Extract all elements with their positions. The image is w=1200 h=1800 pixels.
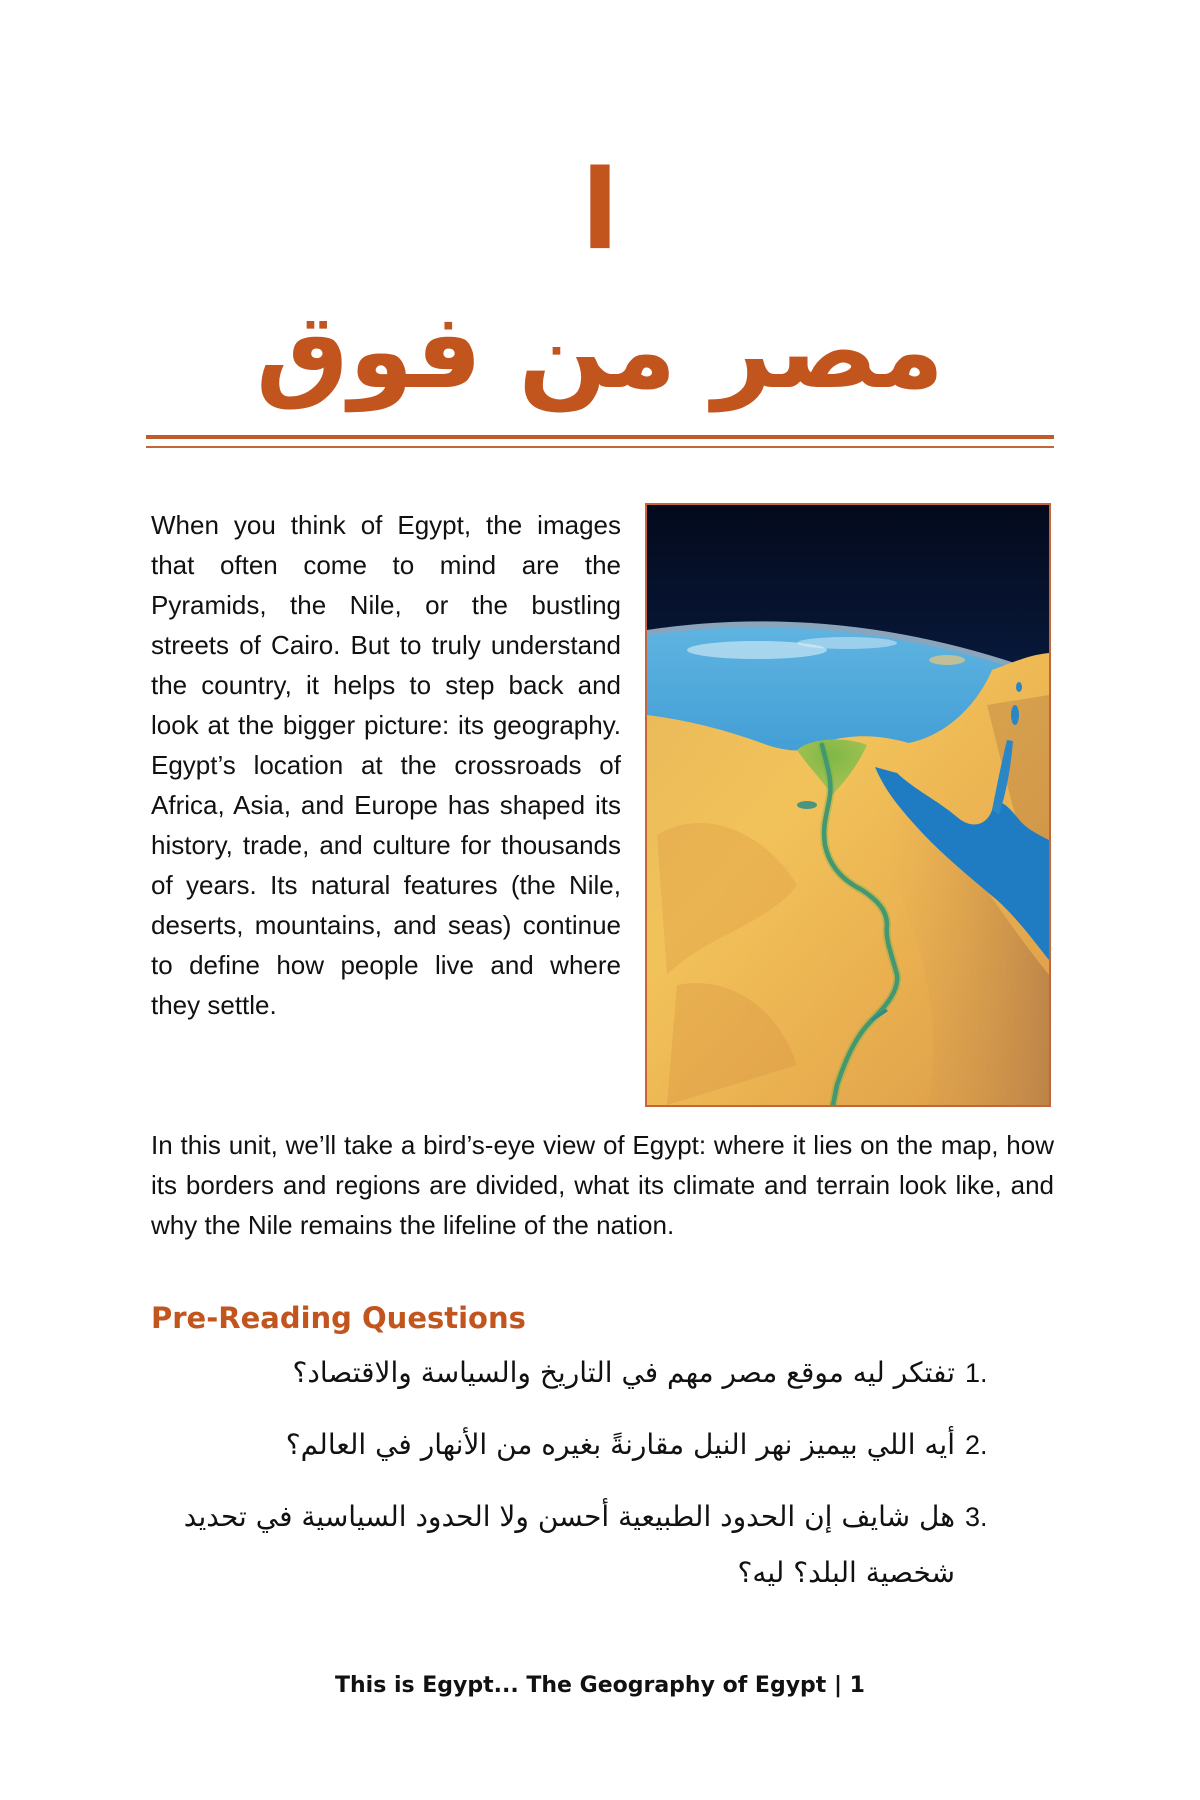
question-text: تفتكر ليه موقع مصر مهم في التاريخ والسياسة والاقتصاد؟ [292,1356,955,1389]
question-number: 3. [965,1502,988,1532]
question-number: 1. [965,1358,988,1388]
title-divider-thin [146,446,1054,448]
pre-reading-heading: Pre-Reading Questions [151,1301,526,1335]
question-item [150,1417,1005,1473]
egypt-aerial-map-image [647,505,1049,1105]
question-text: أيه اللي بيميز نهر النيل مقارنةً بغيره من الأنهار في العالم؟ [285,1428,955,1461]
pre-reading-questions-list [150,1345,1005,1617]
chapter-title: مصر من فوق [255,290,945,412]
question-item [150,1489,1005,1601]
page-footer: This is Egypt... The Geography of Egypt | 1 [335,1673,865,1698]
egypt-map-illustration [645,503,1051,1107]
title-divider-thick [146,435,1054,439]
question-number: 2. [965,1430,988,1460]
question-item [150,1345,1005,1401]
unit-overview-paragraph: In this unit, we’ll take a bird’s-eye view of Egypt: where it lies on the map, how its borders and regions are divided, what its climate and terrain look like, and why the Nile remains the lifeline of the nation. [151,1130,1054,1240]
intro-paragraph: When you think of Egypt, the images that often come to mind are the Pyramids, the Nile, or the bustling streets of Cairo. But to truly understand the country, it helps to step back and look at the bigger picture: its geography. Egypt’s location at the crossroads of Africa, Asia, and Europe has shaped its history, trade, and culture for thousands of years. Its natural features (the Nile, deserts, mountains, and seas) continue to define how people live and where they settle. [151,510,621,1020]
question-text: هل شايف إن الحدود الطبيعية أحسن ولا الحدود السياسية في تحديد شخصية البلد؟ ليه؟ [183,1500,955,1589]
chapter-number: ا [581,146,619,274]
